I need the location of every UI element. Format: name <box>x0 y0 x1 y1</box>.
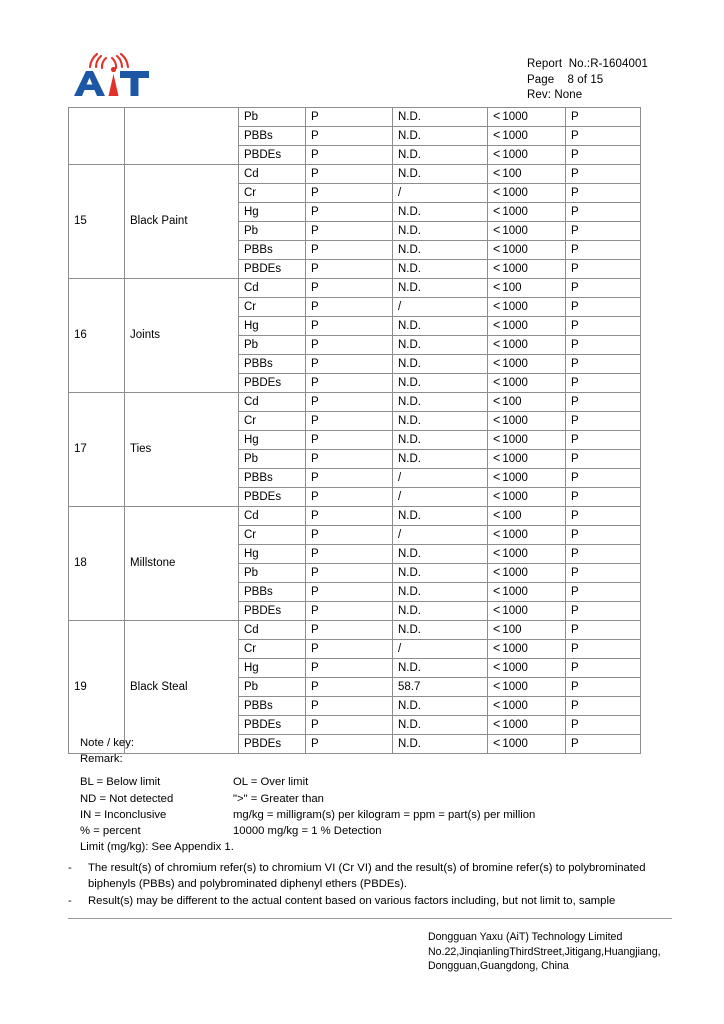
less-than-icon: < <box>493 185 501 199</box>
cell-method: P <box>306 260 393 279</box>
cell-method: P <box>306 716 393 735</box>
cell-element: Cd <box>239 507 306 526</box>
cell-element: Cd <box>239 165 306 184</box>
cell-conclusion: P <box>566 526 641 545</box>
limit-value: 1000 <box>502 149 528 161</box>
cell-result: N.D. <box>393 146 488 165</box>
logo-letter-i <box>109 74 119 96</box>
cell-result: N.D. <box>393 602 488 621</box>
cell-element: PBDEs <box>239 374 306 393</box>
cell-conclusion: P <box>566 659 641 678</box>
cell-limit <box>488 355 566 374</box>
cell-method: P <box>306 564 393 583</box>
cell-limit <box>488 374 566 393</box>
cell-conclusion: P <box>566 336 641 355</box>
cell-limit <box>488 336 566 355</box>
cell-element: Hg <box>239 659 306 678</box>
cell-conclusion: P <box>566 355 641 374</box>
less-than-icon: < <box>493 356 501 370</box>
cell-limit <box>488 507 566 526</box>
cell-result: 58.7 <box>393 678 488 697</box>
cell-element: PBBs <box>239 127 306 146</box>
cell-material: Ties <box>125 393 239 507</box>
cell-limit <box>488 412 566 431</box>
limit-value: 1000 <box>502 377 528 389</box>
note-key-label: Note / key: <box>80 737 134 749</box>
table-row <box>69 279 641 298</box>
cell-method: P <box>306 203 393 222</box>
less-than-icon: < <box>493 394 501 408</box>
cell-element: Cr <box>239 184 306 203</box>
cell-method: P <box>306 659 393 678</box>
cell-result: / <box>393 488 488 507</box>
limit-value: 1000 <box>502 548 528 560</box>
cell-conclusion: P <box>566 241 641 260</box>
cell-conclusion: P <box>566 393 641 412</box>
cell-element: Cr <box>239 412 306 431</box>
cell-element: PBDEs <box>239 146 306 165</box>
bullet-marker: - <box>68 862 72 874</box>
cell-result: N.D. <box>393 222 488 241</box>
cell-element: Cr <box>239 526 306 545</box>
cell-limit <box>488 146 566 165</box>
cell-result: N.D. <box>393 393 488 412</box>
cell-element: PBDEs <box>239 602 306 621</box>
cell-method: P <box>306 450 393 469</box>
limit-value: 1000 <box>502 225 528 237</box>
key-term: ND = Not detected <box>80 792 174 805</box>
limit-value: 1000 <box>502 263 528 275</box>
less-than-icon: < <box>493 337 501 351</box>
cell-conclusion: P <box>566 165 641 184</box>
limit-value: 1000 <box>502 358 528 370</box>
cell-limit <box>488 184 566 203</box>
cell-element: PBBs <box>239 355 306 374</box>
key-definition: OL = Over limit <box>233 776 309 789</box>
cell-limit <box>488 222 566 241</box>
cell-result: N.D. <box>393 450 488 469</box>
key-legend <box>80 774 536 839</box>
limit-value: 1000 <box>502 206 528 218</box>
cell-method: P <box>306 298 393 317</box>
remark-label: Remark: <box>80 753 123 766</box>
cell-element: Pb <box>239 450 306 469</box>
cell-no: 17 <box>69 393 125 507</box>
limit-value: 1000 <box>502 320 528 332</box>
less-than-icon: < <box>493 109 501 123</box>
cell-conclusion: P <box>566 184 641 203</box>
limit-value: 1000 <box>502 301 528 313</box>
cell-limit <box>488 526 566 545</box>
limit-value: 1000 <box>502 700 528 712</box>
cell-method: P <box>306 735 393 754</box>
ait-logo-graphic <box>72 52 152 104</box>
cell-element: Hg <box>239 431 306 450</box>
cell-limit <box>488 678 566 697</box>
cell-method: P <box>306 697 393 716</box>
bullet-text: The result(s) of chromium refer(s) to chromium VI (Cr VI) and the result(s) of bromine refer(s) to polybrominated biphenyls (PBBs) and polybrominated diphenyl ethers (PBDEs). <box>88 862 646 891</box>
cell-limit <box>488 545 566 564</box>
cell-limit <box>488 564 566 583</box>
footer-company-name: Dongguan Yaxu (AiT) Technology Limited <box>428 931 623 943</box>
cell-no: 19 <box>69 621 125 754</box>
cell-conclusion: P <box>566 374 641 393</box>
bullet-text: Result(s) may be different to the actual content based on various factors including, but not limit to, sample <box>88 894 616 907</box>
key-definition: ">" = Greater than <box>233 792 324 805</box>
cell-method: P <box>306 146 393 165</box>
cell-method: P <box>306 621 393 640</box>
less-than-icon: < <box>493 660 501 674</box>
cell-method: P <box>306 678 393 697</box>
table-row <box>69 507 641 526</box>
cell-element: Pb <box>239 108 306 127</box>
cell-limit <box>488 697 566 716</box>
key-definition: 10000 mg/kg = 1 % Detection <box>233 824 382 837</box>
cell-conclusion: P <box>566 697 641 716</box>
cell-conclusion: P <box>566 602 641 621</box>
cell-element: Cr <box>239 298 306 317</box>
limit-value: 1000 <box>502 662 528 674</box>
key-row <box>80 791 324 807</box>
ait-logo <box>72 52 152 104</box>
cell-method: P <box>306 393 393 412</box>
less-than-icon: < <box>493 166 501 180</box>
logo-letter-i-dot <box>111 67 116 72</box>
cell-conclusion: P <box>566 108 641 127</box>
less-than-icon: < <box>493 489 501 503</box>
cell-result: / <box>393 640 488 659</box>
cell-limit <box>488 735 566 754</box>
cell-result: / <box>393 469 488 488</box>
key-row <box>80 774 309 790</box>
cell-element: Hg <box>239 317 306 336</box>
table-row <box>69 621 641 640</box>
list-item <box>68 893 668 909</box>
limit-value: 1000 <box>502 339 528 351</box>
cell-limit <box>488 260 566 279</box>
limit-value: 1000 <box>502 605 528 617</box>
cell-conclusion: P <box>566 260 641 279</box>
cell-limit <box>488 393 566 412</box>
cell-element: Pb <box>239 222 306 241</box>
cell-conclusion: P <box>566 640 641 659</box>
cell-limit <box>488 621 566 640</box>
limit-value: 1000 <box>502 472 528 484</box>
limit-value: 1000 <box>502 567 528 579</box>
less-than-icon: < <box>493 508 501 522</box>
cell-method: P <box>306 336 393 355</box>
limit-value: 1000 <box>502 719 528 731</box>
less-than-icon: < <box>493 242 501 256</box>
limit-value: 100 <box>502 624 522 636</box>
cell-method: P <box>306 469 393 488</box>
less-than-icon: < <box>493 546 501 560</box>
cell-material: Millstone <box>125 507 239 621</box>
less-than-icon: < <box>493 622 501 636</box>
cell-conclusion: P <box>566 621 641 640</box>
less-than-icon: < <box>493 698 501 712</box>
less-than-icon: < <box>493 280 501 294</box>
cell-method: P <box>306 127 393 146</box>
cell-conclusion: P <box>566 412 641 431</box>
limit-value: 100 <box>502 510 522 522</box>
limit-value: 1000 <box>502 130 528 142</box>
footer-address-line-2: Dongguan,Guangdong, China <box>428 960 569 973</box>
cell-result: N.D. <box>393 431 488 450</box>
cell-limit <box>488 127 566 146</box>
cell-conclusion: P <box>566 488 641 507</box>
cell-method: P <box>306 507 393 526</box>
less-than-icon: < <box>493 128 501 142</box>
cell-element: PBDEs <box>239 735 306 754</box>
footer-address <box>428 930 661 974</box>
less-than-icon: < <box>493 261 501 275</box>
logo-letter-t <box>120 71 149 96</box>
cell-conclusion: P <box>566 678 641 697</box>
key-term: BL = Below limit <box>80 776 161 789</box>
limit-value: 1000 <box>502 434 528 446</box>
list-item <box>68 860 668 893</box>
key-term: % = percent <box>80 824 141 837</box>
cell-limit <box>488 469 566 488</box>
cell-conclusion: P <box>566 127 641 146</box>
cell-result: / <box>393 184 488 203</box>
cell-result: N.D. <box>393 108 488 127</box>
cell-method: P <box>306 108 393 127</box>
less-than-icon: < <box>493 717 501 731</box>
cell-method: P <box>306 279 393 298</box>
cell-method: P <box>306 222 393 241</box>
cell-conclusion: P <box>566 564 641 583</box>
cell-material: Black Paint <box>125 165 239 279</box>
cell-limit <box>488 583 566 602</box>
less-than-icon: < <box>493 736 501 750</box>
cell-result: N.D. <box>393 127 488 146</box>
less-than-icon: < <box>493 299 501 313</box>
cell-element: Hg <box>239 545 306 564</box>
limit-value: 1000 <box>502 111 528 123</box>
cell-material: Black Steal <box>125 621 239 754</box>
cell-method: P <box>306 583 393 602</box>
less-than-icon: < <box>493 679 501 693</box>
cell-conclusion: P <box>566 545 641 564</box>
test-results-table <box>68 107 641 754</box>
cell-limit <box>488 279 566 298</box>
limit-appendix-note: Limit (mg/kg): See Appendix 1. <box>80 841 234 854</box>
cell-conclusion: P <box>566 298 641 317</box>
cell-result: N.D. <box>393 203 488 222</box>
cell-result: N.D. <box>393 659 488 678</box>
table-row <box>69 108 641 127</box>
cell-limit <box>488 659 566 678</box>
cell-method: P <box>306 640 393 659</box>
cell-method: P <box>306 184 393 203</box>
cell-material <box>125 108 239 165</box>
cell-result: / <box>393 526 488 545</box>
cell-limit <box>488 431 566 450</box>
cell-element: PBBs <box>239 697 306 716</box>
cell-limit <box>488 716 566 735</box>
cell-conclusion: P <box>566 735 641 754</box>
limit-value: 1000 <box>502 453 528 465</box>
limit-value: 1000 <box>502 187 528 199</box>
cell-element: PBBs <box>239 583 306 602</box>
less-than-icon: < <box>493 527 501 541</box>
less-than-icon: < <box>493 375 501 389</box>
cell-conclusion: P <box>566 317 641 336</box>
cell-method: P <box>306 545 393 564</box>
page-number: Page 8 of 15 <box>527 73 604 86</box>
revision: Rev: None <box>527 89 583 101</box>
limit-value: 100 <box>502 168 522 180</box>
report-meta <box>527 57 648 104</box>
cell-limit <box>488 165 566 184</box>
cell-result: N.D. <box>393 621 488 640</box>
cell-result: N.D. <box>393 317 488 336</box>
less-than-icon: < <box>493 318 501 332</box>
cell-result: N.D. <box>393 165 488 184</box>
cell-result: N.D. <box>393 735 488 754</box>
cell-conclusion: P <box>566 583 641 602</box>
limit-value: 1000 <box>502 738 528 750</box>
cell-result: N.D. <box>393 336 488 355</box>
cell-result: N.D. <box>393 507 488 526</box>
report-number: Report No.:R-1604001 <box>527 58 649 70</box>
limit-value: 1000 <box>502 643 528 655</box>
cell-limit <box>488 241 566 260</box>
cell-result: N.D. <box>393 374 488 393</box>
cell-result: N.D. <box>393 260 488 279</box>
table-row <box>69 165 641 184</box>
cell-limit <box>488 203 566 222</box>
cell-conclusion: P <box>566 146 641 165</box>
cell-no: 15 <box>69 165 125 279</box>
cell-method: P <box>306 355 393 374</box>
cell-result: N.D. <box>393 716 488 735</box>
cell-method: P <box>306 412 393 431</box>
cell-conclusion: P <box>566 222 641 241</box>
cell-result: / <box>393 298 488 317</box>
less-than-icon: < <box>493 413 501 427</box>
key-term: IN = Inconclusive <box>80 808 167 821</box>
less-than-icon: < <box>493 223 501 237</box>
less-than-icon: < <box>493 603 501 617</box>
cell-no <box>69 108 125 165</box>
cell-limit <box>488 488 566 507</box>
less-than-icon: < <box>493 451 501 465</box>
cell-element: Cd <box>239 279 306 298</box>
less-than-icon: < <box>493 204 501 218</box>
cell-method: P <box>306 374 393 393</box>
cell-method: P <box>306 241 393 260</box>
key-row <box>80 823 382 839</box>
cell-method: P <box>306 488 393 507</box>
cell-element: Cr <box>239 640 306 659</box>
table-row <box>69 393 641 412</box>
cell-result: N.D. <box>393 583 488 602</box>
cell-element: Pb <box>239 564 306 583</box>
bullet-marker: - <box>68 894 72 907</box>
cell-material: Joints <box>125 279 239 393</box>
less-than-icon: < <box>493 432 501 446</box>
cell-method: P <box>306 165 393 184</box>
less-than-icon: < <box>493 641 501 655</box>
cell-limit <box>488 450 566 469</box>
less-than-icon: < <box>493 470 501 484</box>
limit-value: 1000 <box>502 586 528 598</box>
less-than-icon: < <box>493 565 501 579</box>
key-definition: mg/kg = milligram(s) per kilogram = ppm = part(s) per million <box>233 808 536 821</box>
cell-limit <box>488 317 566 336</box>
cell-result: N.D. <box>393 355 488 374</box>
cell-limit <box>488 108 566 127</box>
cell-limit <box>488 602 566 621</box>
cell-conclusion: P <box>566 431 641 450</box>
cell-result: N.D. <box>393 564 488 583</box>
cell-no: 16 <box>69 279 125 393</box>
limit-value: 100 <box>502 282 522 294</box>
cell-method: P <box>306 602 393 621</box>
cell-limit <box>488 298 566 317</box>
logo-letter-a <box>74 71 105 96</box>
cell-element: Pb <box>239 678 306 697</box>
cell-conclusion: P <box>566 507 641 526</box>
cell-method: P <box>306 526 393 545</box>
less-than-icon: < <box>493 147 501 161</box>
limit-value: 1000 <box>502 529 528 541</box>
cell-method: P <box>306 317 393 336</box>
cell-result: N.D. <box>393 697 488 716</box>
limit-value: 1000 <box>502 244 528 256</box>
cell-result: N.D. <box>393 241 488 260</box>
footer-divider <box>68 918 672 919</box>
cell-element: Hg <box>239 203 306 222</box>
limit-value: 100 <box>502 396 522 408</box>
cell-method: P <box>306 431 393 450</box>
cell-element: Pb <box>239 336 306 355</box>
cell-limit <box>488 640 566 659</box>
limit-value: 1000 <box>502 415 528 427</box>
cell-result: N.D. <box>393 412 488 431</box>
limit-value: 1000 <box>502 681 528 693</box>
cell-element: PBDEs <box>239 260 306 279</box>
cell-conclusion: P <box>566 716 641 735</box>
less-than-icon: < <box>493 584 501 598</box>
disclaimer-list <box>68 860 668 909</box>
cell-element: PBDEs <box>239 716 306 735</box>
cell-result: N.D. <box>393 279 488 298</box>
key-row <box>80 807 536 823</box>
cell-element: Cd <box>239 393 306 412</box>
cell-conclusion: P <box>566 450 641 469</box>
cell-conclusion: P <box>566 469 641 488</box>
limit-value: 1000 <box>502 491 528 503</box>
cell-element: Cd <box>239 621 306 640</box>
cell-conclusion: P <box>566 203 641 222</box>
cell-result: N.D. <box>393 545 488 564</box>
cell-conclusion: P <box>566 279 641 298</box>
cell-element: PBBs <box>239 469 306 488</box>
cell-element: PBDEs <box>239 488 306 507</box>
cell-no: 18 <box>69 507 125 621</box>
cell-element: PBBs <box>239 241 306 260</box>
footer-address-line-1: No.22,JinqianlingThirdStreet,Jitigang,Huangjiang, <box>428 945 661 958</box>
